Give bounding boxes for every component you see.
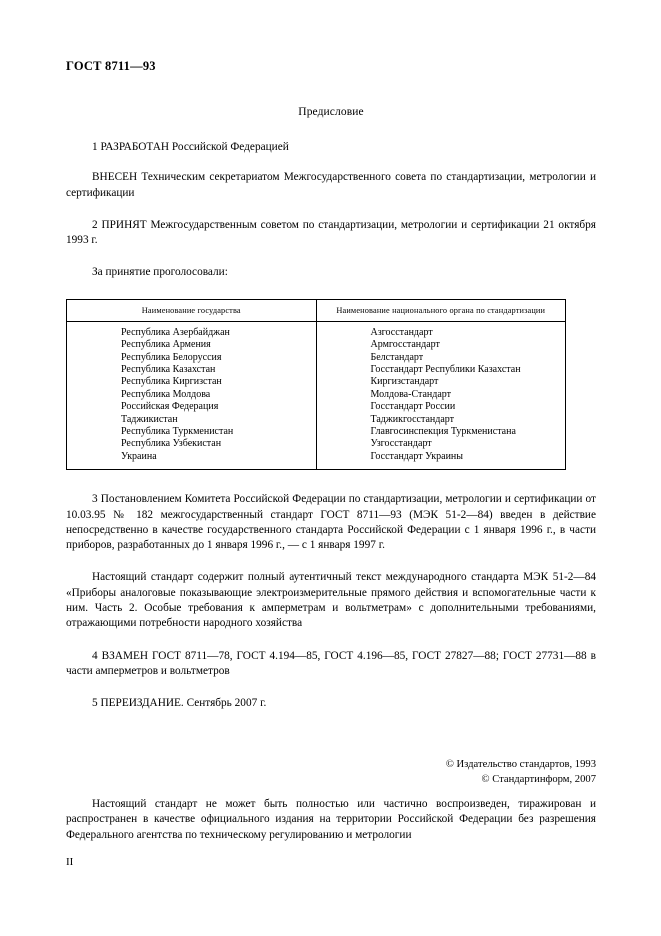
clause-3-authentic-text-note: Настоящий стандарт содержит полный аутентичный текст международного стандарта МЭК 51-2—84 «Приборы аналоговые показывающие электроизмерительные прямого действия и вспомогательные части к ним. Часть 2. Особые требования к амперметрам и вольтметрам» с дополнительными требованиями, отражающими потребности народного хозяйства <box>66 571 596 630</box>
clause-2-adopted: 2 ПРИНЯТ Межгосударственным советом по стандартизации, метрологии и сертификации 21 октября 1993 г. <box>66 218 596 247</box>
copyright-block <box>66 758 596 787</box>
page-title: Предисловие <box>298 106 364 118</box>
list-item: Молдова-Стандарт <box>370 388 452 400</box>
page-number: II <box>66 856 74 868</box>
list-item: Республика Молдова <box>121 388 211 400</box>
table-row <box>67 321 566 469</box>
list-item: Узгосстандарт <box>370 438 432 450</box>
clause-3-enactment: 3 Постановлением Комитета Российской Федерации по стандартизации, метрологии и сертификации от 10.03.95 № 182 межгосударственный стандарт ГОСТ 8711—93 (МЭК 51-2—84) введен в действие непосредственно в качестве государственного стандарта Российской Федерации с 1 января 1996 г., в части приборов, разработанных до 1 января 1996 г., — с 1 января 1997 г. <box>66 493 596 552</box>
list-item: Армгосстандарт <box>370 339 440 351</box>
list-item: Украина <box>121 450 157 462</box>
list-item: Белстандарт <box>370 351 424 363</box>
list-item: Республика Киргизстан <box>121 376 222 388</box>
copyright-line-publisher: © Издательство стандартов, 1993 <box>445 759 596 770</box>
clause-1-developed: 1 РАЗРАБОТАН Российской Федерацией <box>92 141 289 153</box>
copyright-line-standartinform: © Стандартинформ, 2007 <box>481 773 596 785</box>
list-item: Госстандарт России <box>370 401 456 413</box>
states-list <box>67 327 316 463</box>
bodies-list <box>317 327 566 463</box>
column-header-body: Наименование национального органа по стандартизации <box>316 299 566 321</box>
bodies-cell <box>316 321 566 469</box>
clause-4-replaces: 4 ВЗАМЕН ГОСТ 8711—78, ГОСТ 4.194—85, ГОСТ 4.196—85, ГОСТ 27827—88; ГОСТ 27731—88 в части амперметров и вольтметров <box>66 649 596 677</box>
list-item: Таджикгосстандарт <box>370 413 455 425</box>
vote-intro: За принятие проголосовали: <box>92 266 228 279</box>
reproduction-notice: Настоящий стандарт не может быть полностью или частично воспроизведен, тиражирован и распространен в качестве официального издания на территории Российской Федерации без разрешения Федерального агентства по техническому регулированию и метрологии <box>66 798 596 841</box>
list-item: Республика Узбекистан <box>121 438 222 450</box>
list-item: Главгосинспекция Туркменистана <box>370 426 516 438</box>
list-item: Республика Армения <box>121 339 211 351</box>
clause-1-submitted: ВНЕСЕН Техническим секретариатом Межгосударственного совета по стандартизации, метрологии и сертификации <box>66 171 596 199</box>
list-item: Республика Туркменистан <box>121 426 234 438</box>
voting-states-table <box>66 299 566 470</box>
states-cell <box>67 321 317 469</box>
list-item: Госстандарт Республики Казахстан <box>370 364 521 375</box>
list-item: Республика Азербайджан <box>121 326 230 338</box>
list-item: Азгосстандарт <box>370 326 433 338</box>
standard-identifier: ГОСТ 8711—93 <box>66 59 156 73</box>
table-header-row <box>67 299 566 321</box>
list-item: Российская Федерация <box>121 401 219 413</box>
list-item: Республика Белоруссия <box>121 351 222 363</box>
list-item: Госстандарт Украины <box>370 450 463 462</box>
clause-5-reissue: 5 ПЕРЕИЗДАНИЕ. Сентябрь 2007 г. <box>92 697 267 710</box>
list-item: Республика Казахстан <box>121 364 216 375</box>
list-item: Таджикистан <box>121 413 178 425</box>
page-content <box>66 0 596 712</box>
column-header-state: Наименование государства <box>67 299 317 321</box>
list-item: Киргизстандарт <box>370 376 439 388</box>
